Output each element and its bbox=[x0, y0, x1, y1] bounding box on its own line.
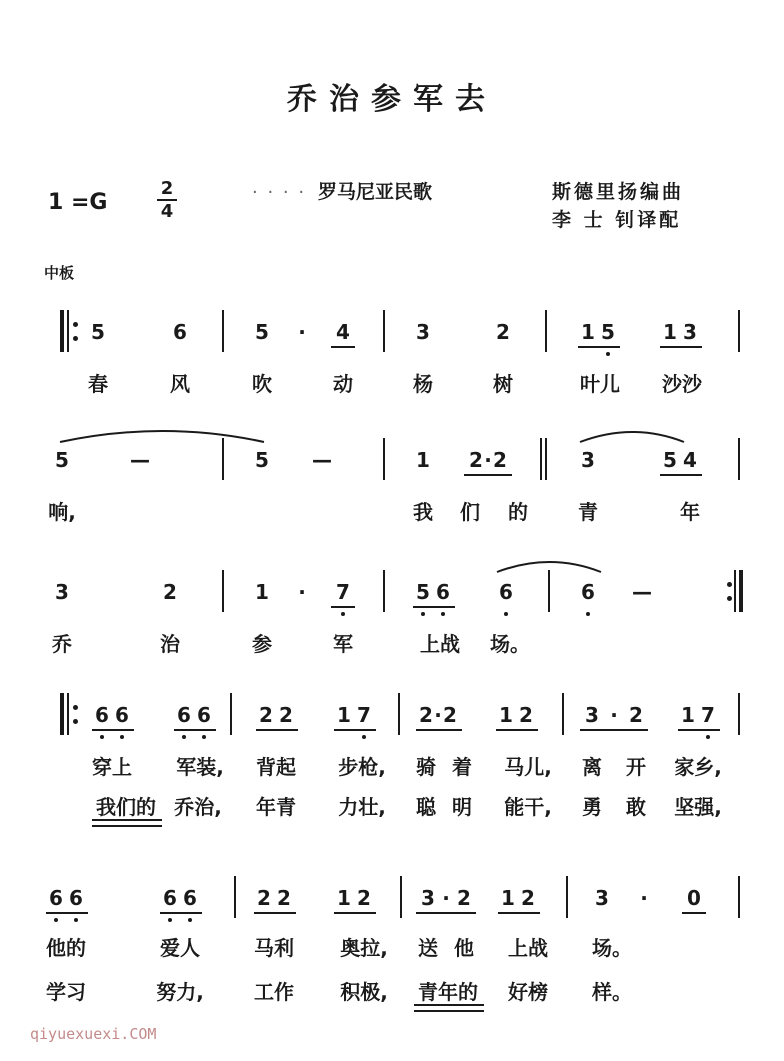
watermark: qiyuexuexi.COM bbox=[30, 1025, 157, 1043]
lyric: 我 bbox=[413, 500, 433, 524]
note: · bbox=[484, 448, 492, 472]
lyric: 治 bbox=[160, 632, 180, 656]
note: 2 bbox=[419, 703, 433, 727]
note: 1 bbox=[337, 886, 351, 910]
note: · bbox=[298, 320, 306, 344]
lyric: 步枪, bbox=[338, 755, 386, 779]
lyric: 场。 bbox=[490, 632, 530, 656]
lyric: 响, bbox=[48, 500, 76, 524]
lyric: 乔 bbox=[52, 632, 72, 656]
lyric: 上战 bbox=[508, 936, 548, 960]
lyric: 年 bbox=[680, 500, 700, 524]
note: 6 bbox=[115, 703, 129, 727]
lyric: 吹 bbox=[252, 372, 272, 396]
note: 2 bbox=[496, 320, 510, 344]
lyric: 树 bbox=[493, 372, 513, 396]
lyric: 青 bbox=[578, 500, 598, 524]
lyric-verse-2: 勇 bbox=[582, 795, 602, 819]
note: 1 bbox=[581, 320, 595, 344]
note: 6 bbox=[69, 886, 83, 910]
lyric: 叶儿 bbox=[580, 372, 620, 396]
note: 2 bbox=[277, 886, 291, 910]
note: · bbox=[640, 886, 648, 910]
time-signature-top: 2 bbox=[160, 178, 174, 199]
note: · bbox=[610, 703, 618, 727]
note: 5 bbox=[255, 448, 269, 472]
note: 6 bbox=[95, 703, 109, 727]
time-signature bbox=[157, 179, 177, 221]
note: 2 bbox=[163, 580, 177, 604]
note: 6 bbox=[173, 320, 187, 344]
note: 4 bbox=[683, 448, 697, 472]
lyric: 风 bbox=[170, 372, 190, 396]
song-title: 乔治参军去 bbox=[287, 82, 497, 117]
lyric-verse-2: 我们的 bbox=[96, 795, 156, 819]
lyric: 他的 bbox=[46, 936, 86, 960]
lyric-verse-2: 努力, bbox=[156, 980, 204, 1004]
note: 5 bbox=[255, 320, 269, 344]
note: 3 bbox=[585, 703, 599, 727]
lyric-verse-2: 青年的 bbox=[418, 980, 478, 1004]
song-source: 罗马尼亚民歌 bbox=[318, 181, 433, 203]
lyric-verse-2: 能干, bbox=[504, 795, 552, 819]
lyric-verse-2: 样。 bbox=[592, 980, 632, 1004]
slur bbox=[578, 426, 688, 446]
note: 1 bbox=[416, 448, 430, 472]
lyric-verse-2: 好榜 bbox=[508, 980, 548, 1004]
note: 7 bbox=[701, 703, 715, 727]
lyric: 着 bbox=[452, 755, 472, 779]
note: 1 bbox=[255, 580, 269, 604]
note: 1 bbox=[663, 320, 677, 344]
dash: — bbox=[130, 448, 150, 472]
lyric: 的 bbox=[508, 500, 528, 524]
note: 3 bbox=[595, 886, 609, 910]
note: 1 bbox=[337, 703, 351, 727]
lyric: 场。 bbox=[592, 936, 632, 960]
lyric: 穿上 bbox=[92, 755, 132, 779]
lyric: 军装, bbox=[176, 755, 224, 779]
note: 6 bbox=[436, 580, 450, 604]
translator-credit: 李 士 钊译配 bbox=[552, 209, 682, 231]
note: 6 bbox=[499, 580, 513, 604]
lyric: 军 bbox=[333, 632, 353, 656]
dash: — bbox=[632, 580, 652, 604]
lyric-verse-2: 工作 bbox=[254, 980, 294, 1004]
lyric: 背起 bbox=[256, 755, 296, 779]
lyric: 他 bbox=[454, 936, 474, 960]
note: 6 bbox=[49, 886, 63, 910]
slur bbox=[58, 426, 268, 446]
note: 5 bbox=[663, 448, 677, 472]
lyric-verse-2: 聪 bbox=[416, 795, 436, 819]
note: · bbox=[434, 703, 442, 727]
note: 2 bbox=[519, 703, 533, 727]
slur bbox=[495, 556, 605, 576]
note: 0 bbox=[687, 886, 701, 910]
lyric: 们 bbox=[460, 500, 480, 524]
note: 6 bbox=[183, 886, 197, 910]
lyric: 送 bbox=[418, 936, 438, 960]
note: 7 bbox=[336, 580, 350, 604]
lyric: 沙沙 bbox=[662, 372, 702, 396]
note: 2 bbox=[279, 703, 293, 727]
note: 3 bbox=[416, 320, 430, 344]
lyric-verse-2: 力壮, bbox=[338, 795, 386, 819]
note: 1 bbox=[501, 886, 515, 910]
lyric: 家乡, bbox=[674, 755, 722, 779]
lyric-verse-2: 年青 bbox=[256, 795, 296, 819]
lyric: 奥拉, bbox=[340, 936, 388, 960]
note: 2 bbox=[629, 703, 643, 727]
lyric-verse-2: 敢 bbox=[626, 795, 646, 819]
note: 6 bbox=[197, 703, 211, 727]
note: 1 bbox=[499, 703, 513, 727]
note: 1 bbox=[681, 703, 695, 727]
lyric-verse-2: 学习 bbox=[46, 980, 86, 1004]
note: 4 bbox=[336, 320, 350, 344]
note: 5 bbox=[55, 448, 69, 472]
lyric: 爱人 bbox=[160, 936, 200, 960]
lyric-verse-2: 明 bbox=[452, 795, 472, 819]
note: 2 bbox=[521, 886, 535, 910]
lyric: 动 bbox=[333, 372, 353, 396]
note: 3 bbox=[581, 448, 595, 472]
lyric: 马利 bbox=[254, 936, 294, 960]
note: · bbox=[442, 886, 450, 910]
note: 2 bbox=[469, 448, 483, 472]
lyric: 参 bbox=[252, 632, 272, 656]
note: 6 bbox=[581, 580, 595, 604]
tempo-marking: 中板 bbox=[44, 264, 75, 282]
note: 2 bbox=[357, 886, 371, 910]
note: 2 bbox=[457, 886, 471, 910]
note: 6 bbox=[163, 886, 177, 910]
time-signature-bottom: 4 bbox=[160, 201, 174, 222]
lyric-verse-2: 坚强, bbox=[674, 795, 722, 819]
lyric-verse-2: 积极, bbox=[340, 980, 388, 1004]
lyric: 马儿, bbox=[504, 755, 552, 779]
note: 6 bbox=[177, 703, 191, 727]
leader-dots: · · · · bbox=[252, 182, 307, 203]
note: 2 bbox=[259, 703, 273, 727]
note: 5 bbox=[601, 320, 615, 344]
lyric: 杨 bbox=[413, 372, 433, 396]
note: 2 bbox=[257, 886, 271, 910]
composer-credit: 斯德里扬编曲 bbox=[552, 181, 685, 203]
lyric: 春 bbox=[88, 372, 108, 396]
note: 3 bbox=[683, 320, 697, 344]
lyric: 开 bbox=[626, 755, 646, 779]
note: · bbox=[298, 580, 306, 604]
lyric: 离 bbox=[582, 755, 602, 779]
key-signature: 1 =G bbox=[48, 190, 108, 215]
note: 3 bbox=[421, 886, 435, 910]
note: 2 bbox=[443, 703, 457, 727]
dash: — bbox=[312, 448, 332, 472]
note: 5 bbox=[416, 580, 430, 604]
lyric-verse-2: 乔治, bbox=[174, 795, 222, 819]
note: 2 bbox=[493, 448, 507, 472]
note: 3 bbox=[55, 580, 69, 604]
lyric: 上战 bbox=[420, 632, 460, 656]
note: 5 bbox=[91, 320, 105, 344]
note: 7 bbox=[357, 703, 371, 727]
lyric: 骑 bbox=[416, 755, 436, 779]
